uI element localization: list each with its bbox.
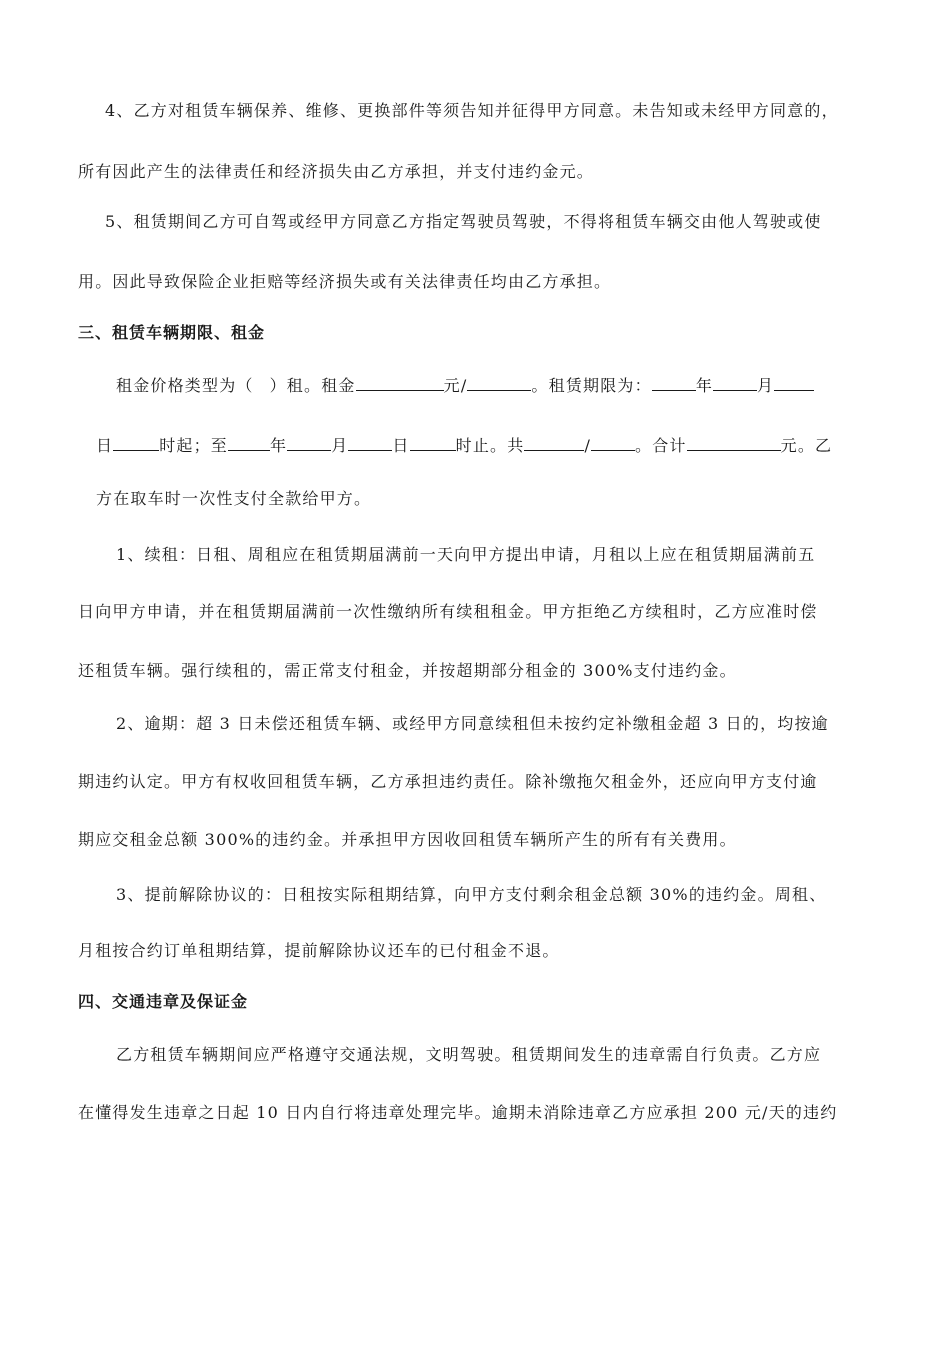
rent-line-1 xyxy=(116,374,814,397)
slash-label: / xyxy=(584,436,592,455)
end-day-label: 日 xyxy=(392,436,410,455)
yuan-label: 元。乙 xyxy=(780,436,833,455)
rent-period-unit-blank[interactable] xyxy=(467,374,531,391)
total-period-label: 时止。共 xyxy=(455,436,525,455)
clause-4-line-1: 4、乙方对租赁车辆保养、维修、更换部件等须告知并征得甲方同意。未告知或未经甲方同意的， xyxy=(105,101,839,120)
clause-4-line-2: 所有因此产生的法律责任和经济损失由乙方承担，并支付违约金元。 xyxy=(78,162,595,181)
item-2-line-2: 期违约认定。甲方有权收回租赁车辆，乙方承担违约责任。除补缴拖欠租金外，还应向甲方支付逾 xyxy=(78,772,818,791)
month-label: 月 xyxy=(757,376,775,395)
rent-amount-blank[interactable] xyxy=(356,374,444,391)
lease-term-label: 。租赁期限为： xyxy=(531,376,652,395)
item-2-line-3: 期应交租金总额 300%的违约金。并承担甲方因收回租赁车辆所产生的所有有关费用。 xyxy=(78,830,737,849)
start-month-blank[interactable] xyxy=(713,374,757,391)
item-1-line-3: 还租赁车辆。强行续租的，需正常支付租金，并按超期部分租金的 300%支付违约金。 xyxy=(78,661,737,680)
start-year-blank[interactable] xyxy=(652,374,696,391)
end-month-label: 月 xyxy=(331,436,349,455)
total-count-blank[interactable] xyxy=(524,434,584,451)
section-4-line-1: 乙方租赁车辆期间应严格遵守交通法规，文明驾驶。租赁期间发生的违章需自行负责。乙方应 xyxy=(116,1045,822,1064)
end-month-blank[interactable] xyxy=(287,434,331,451)
from-until-label: 时起；至 xyxy=(159,436,229,455)
end-year-blank[interactable] xyxy=(228,434,270,451)
start-day-blank[interactable] xyxy=(774,374,814,391)
rent-label: ）租。租金 xyxy=(269,376,356,395)
total-unit-blank[interactable] xyxy=(591,434,635,451)
total-label: 。合计 xyxy=(635,436,687,455)
item-3-line-2: 月租按合约订单租期结算，提前解除协议还车的已付租金不退。 xyxy=(78,941,560,960)
item-1-line-1: 1、续租：日租、周租应在租赁期届满前一天向甲方提出申请，月租以上应在租赁期届满前五 xyxy=(116,545,816,564)
rent-line-3: 方在取车时一次性支付全款给甲方。 xyxy=(96,489,372,508)
day-label: 日 xyxy=(96,436,114,455)
section-4-title: 四、交通违章及保证金 xyxy=(78,992,249,1011)
clause-5-line-2: 用。因此导致保险企业拒赔等经济损失或有关法律责任均由乙方承担。 xyxy=(78,272,612,291)
rent-unit-label: 元/ xyxy=(443,376,468,395)
start-hour-blank[interactable] xyxy=(113,434,159,451)
end-hour-blank[interactable] xyxy=(410,434,456,451)
end-day-blank[interactable] xyxy=(348,434,392,451)
year-label: 年 xyxy=(695,376,714,395)
clause-5-line-1: 5、租赁期间乙方可自驾或经甲方同意乙方指定驾驶员驾驶，不得将租赁车辆交由他人驾驶或使 xyxy=(105,212,822,231)
item-3-line-1: 3、提前解除协议的：日租按实际租期结算，向甲方支付剩余租金总额 30%的违约金。周租、 xyxy=(116,885,827,904)
rent-type-label: 租金价格类型为（ xyxy=(116,376,254,395)
section-4-line-2: 在懂得发生违章之日起 10 日内自行将违章处理完毕。逾期未消除违章乙方应承担 200 元/天的违约 xyxy=(78,1103,838,1122)
total-amount-blank[interactable] xyxy=(687,434,781,451)
section-3-title: 三、租赁车辆期限、租金 xyxy=(78,323,266,342)
item-1-line-2: 日向甲方申请，并在租赁期届满前一次性缴纳所有续租租金。甲方拒绝乙方续租时，乙方应准时偿 xyxy=(78,602,818,621)
rent-line-2 xyxy=(96,434,832,457)
end-year-label: 年 xyxy=(270,436,288,455)
item-2-line-1: 2、逾期：超 3 日未偿还租赁车辆、或经甲方同意续租但未按约定补缴租金超 3 日的，均按逾 xyxy=(116,714,829,733)
